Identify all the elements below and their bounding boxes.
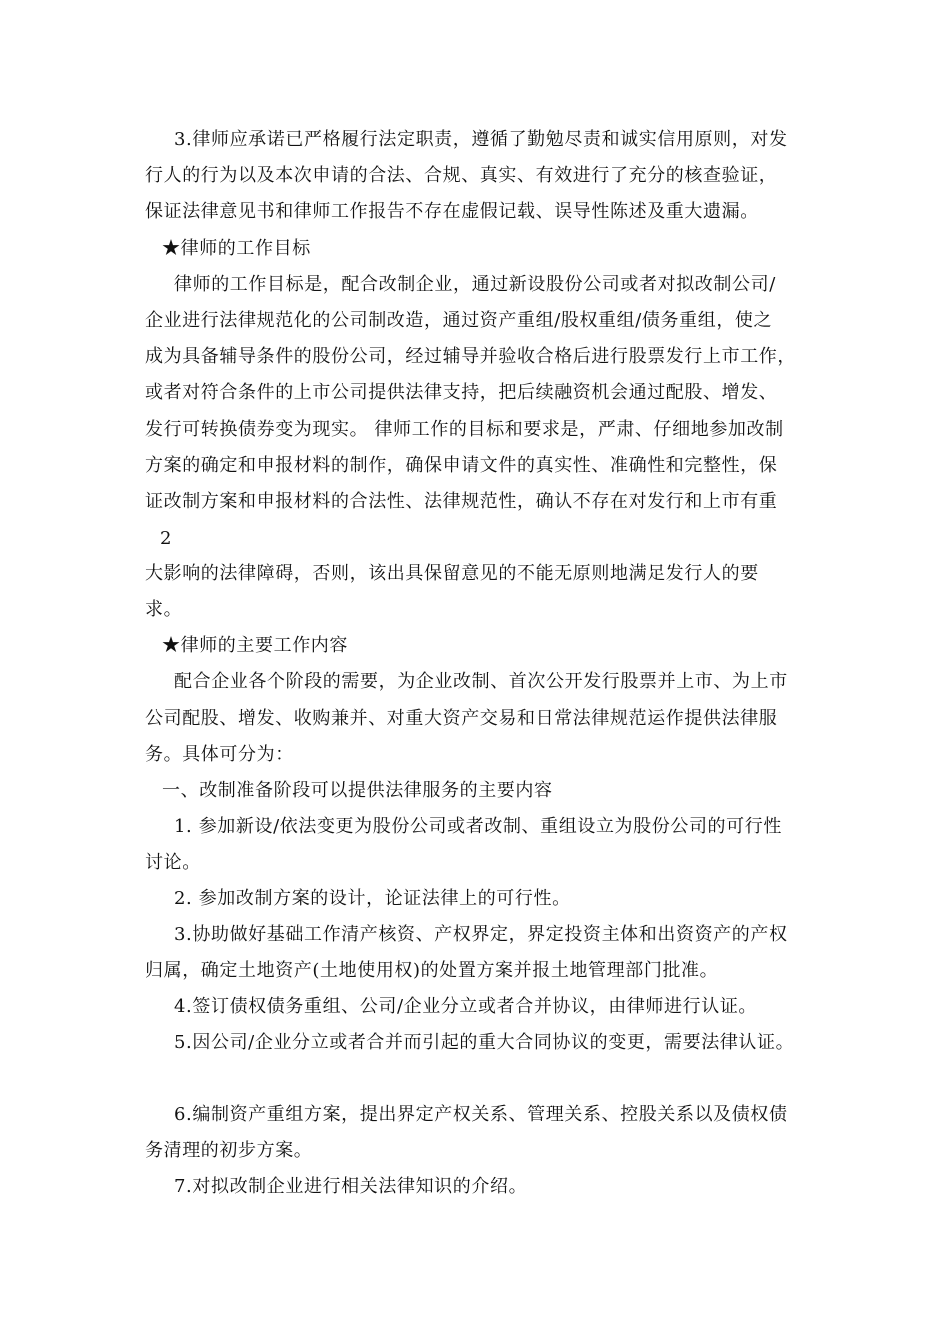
paragraph-line: 证改制方案和申报材料的合法性、法律规范性，确认不存在对发行和上市有重	[145, 491, 778, 512]
list-item-continuation: 讨论。	[145, 852, 201, 873]
list-item: 5.因公司/企业分立或者合并而引起的重大合同协议的变更，需要法律认证。	[174, 1032, 795, 1053]
paragraph-line: 企业进行法律规范化的公司制改造，通过资产重组/股权重组/债务重组，使之	[145, 310, 773, 331]
section-heading: 一、改制准备阶段可以提供法律服务的主要内容	[162, 780, 553, 801]
list-item-continuation: 务清理的初步方案。	[145, 1140, 313, 1161]
paragraph-line: 方案的确定和申报材料的制作，确保申请文件的真实性、准确性和完整性，保	[145, 455, 778, 476]
paragraph-line: 3.律师应承诺已严格履行法定职责，遵循了勤勉尽责和诚实信用原则，对发	[174, 129, 788, 150]
paragraph-line: 发行可转换债券变为现实。 律师工作的目标和要求是，严肃、仔细地参加改制	[145, 419, 784, 440]
paragraph-line: 保证法律意见书和律师工作报告不存在虚假记载、误导性陈述及重大遗漏。	[145, 201, 759, 222]
paragraph-line: 或者对符合条件的上市公司提供法律支持，把后续融资机会通过配股、增发、	[145, 382, 778, 403]
page-number: 2	[160, 528, 173, 549]
section-heading: ★律师的工作目标	[162, 238, 311, 259]
list-item: 4.签订债权债务重组、公司/企业分立或者合并协议，由律师进行认证。	[174, 996, 758, 1017]
list-item: 1. 参加新设/依法变更为股份公司或者改制、重组设立为股份公司的可行性	[174, 816, 782, 837]
paragraph-line: 成为具备辅导条件的股份公司，经过辅导并验收合格后进行股票发行上市工作，	[145, 346, 796, 367]
section-heading: ★律师的主要工作内容	[162, 635, 348, 656]
paragraph-line: 求。	[145, 599, 183, 620]
paragraph-line: 律师的工作目标是，配合改制企业，通过新设股份公司或者对拟改制公司/	[174, 274, 776, 295]
paragraph-line: 公司配股、增发、收购兼并、对重大资产交易和日常法律规范运作提供法律服	[145, 708, 778, 729]
paragraph-line: 行人的行为以及本次申请的合法、合规、真实、有效进行了充分的核查验证，	[145, 165, 778, 186]
list-item-continuation: 归属，确定土地资产(土地使用权)的处置方案并报土地管理部门批准。	[145, 960, 719, 981]
paragraph-line: 大影响的法律障碍，否则，该出具保留意见的不能无原则地满足发行人的要	[145, 563, 759, 584]
list-item: 3.协助做好基础工作清产核资、产权界定，界定投资主体和出资资产的产权	[174, 924, 788, 945]
list-item: 2. 参加改制方案的设计，论证法律上的可行性。	[174, 888, 571, 909]
paragraph-line: 务。具体可分为：	[145, 744, 294, 765]
list-item: 6.编制资产重组方案，提出界定产权关系、管理关系、控股关系以及债权债	[174, 1104, 788, 1125]
list-item: 7.对拟改制企业进行相关法律知识的介绍。	[174, 1176, 528, 1197]
paragraph-line: 配合企业各个阶段的需要，为企业改制、首次公开发行股票并上市、为上市	[174, 671, 788, 692]
